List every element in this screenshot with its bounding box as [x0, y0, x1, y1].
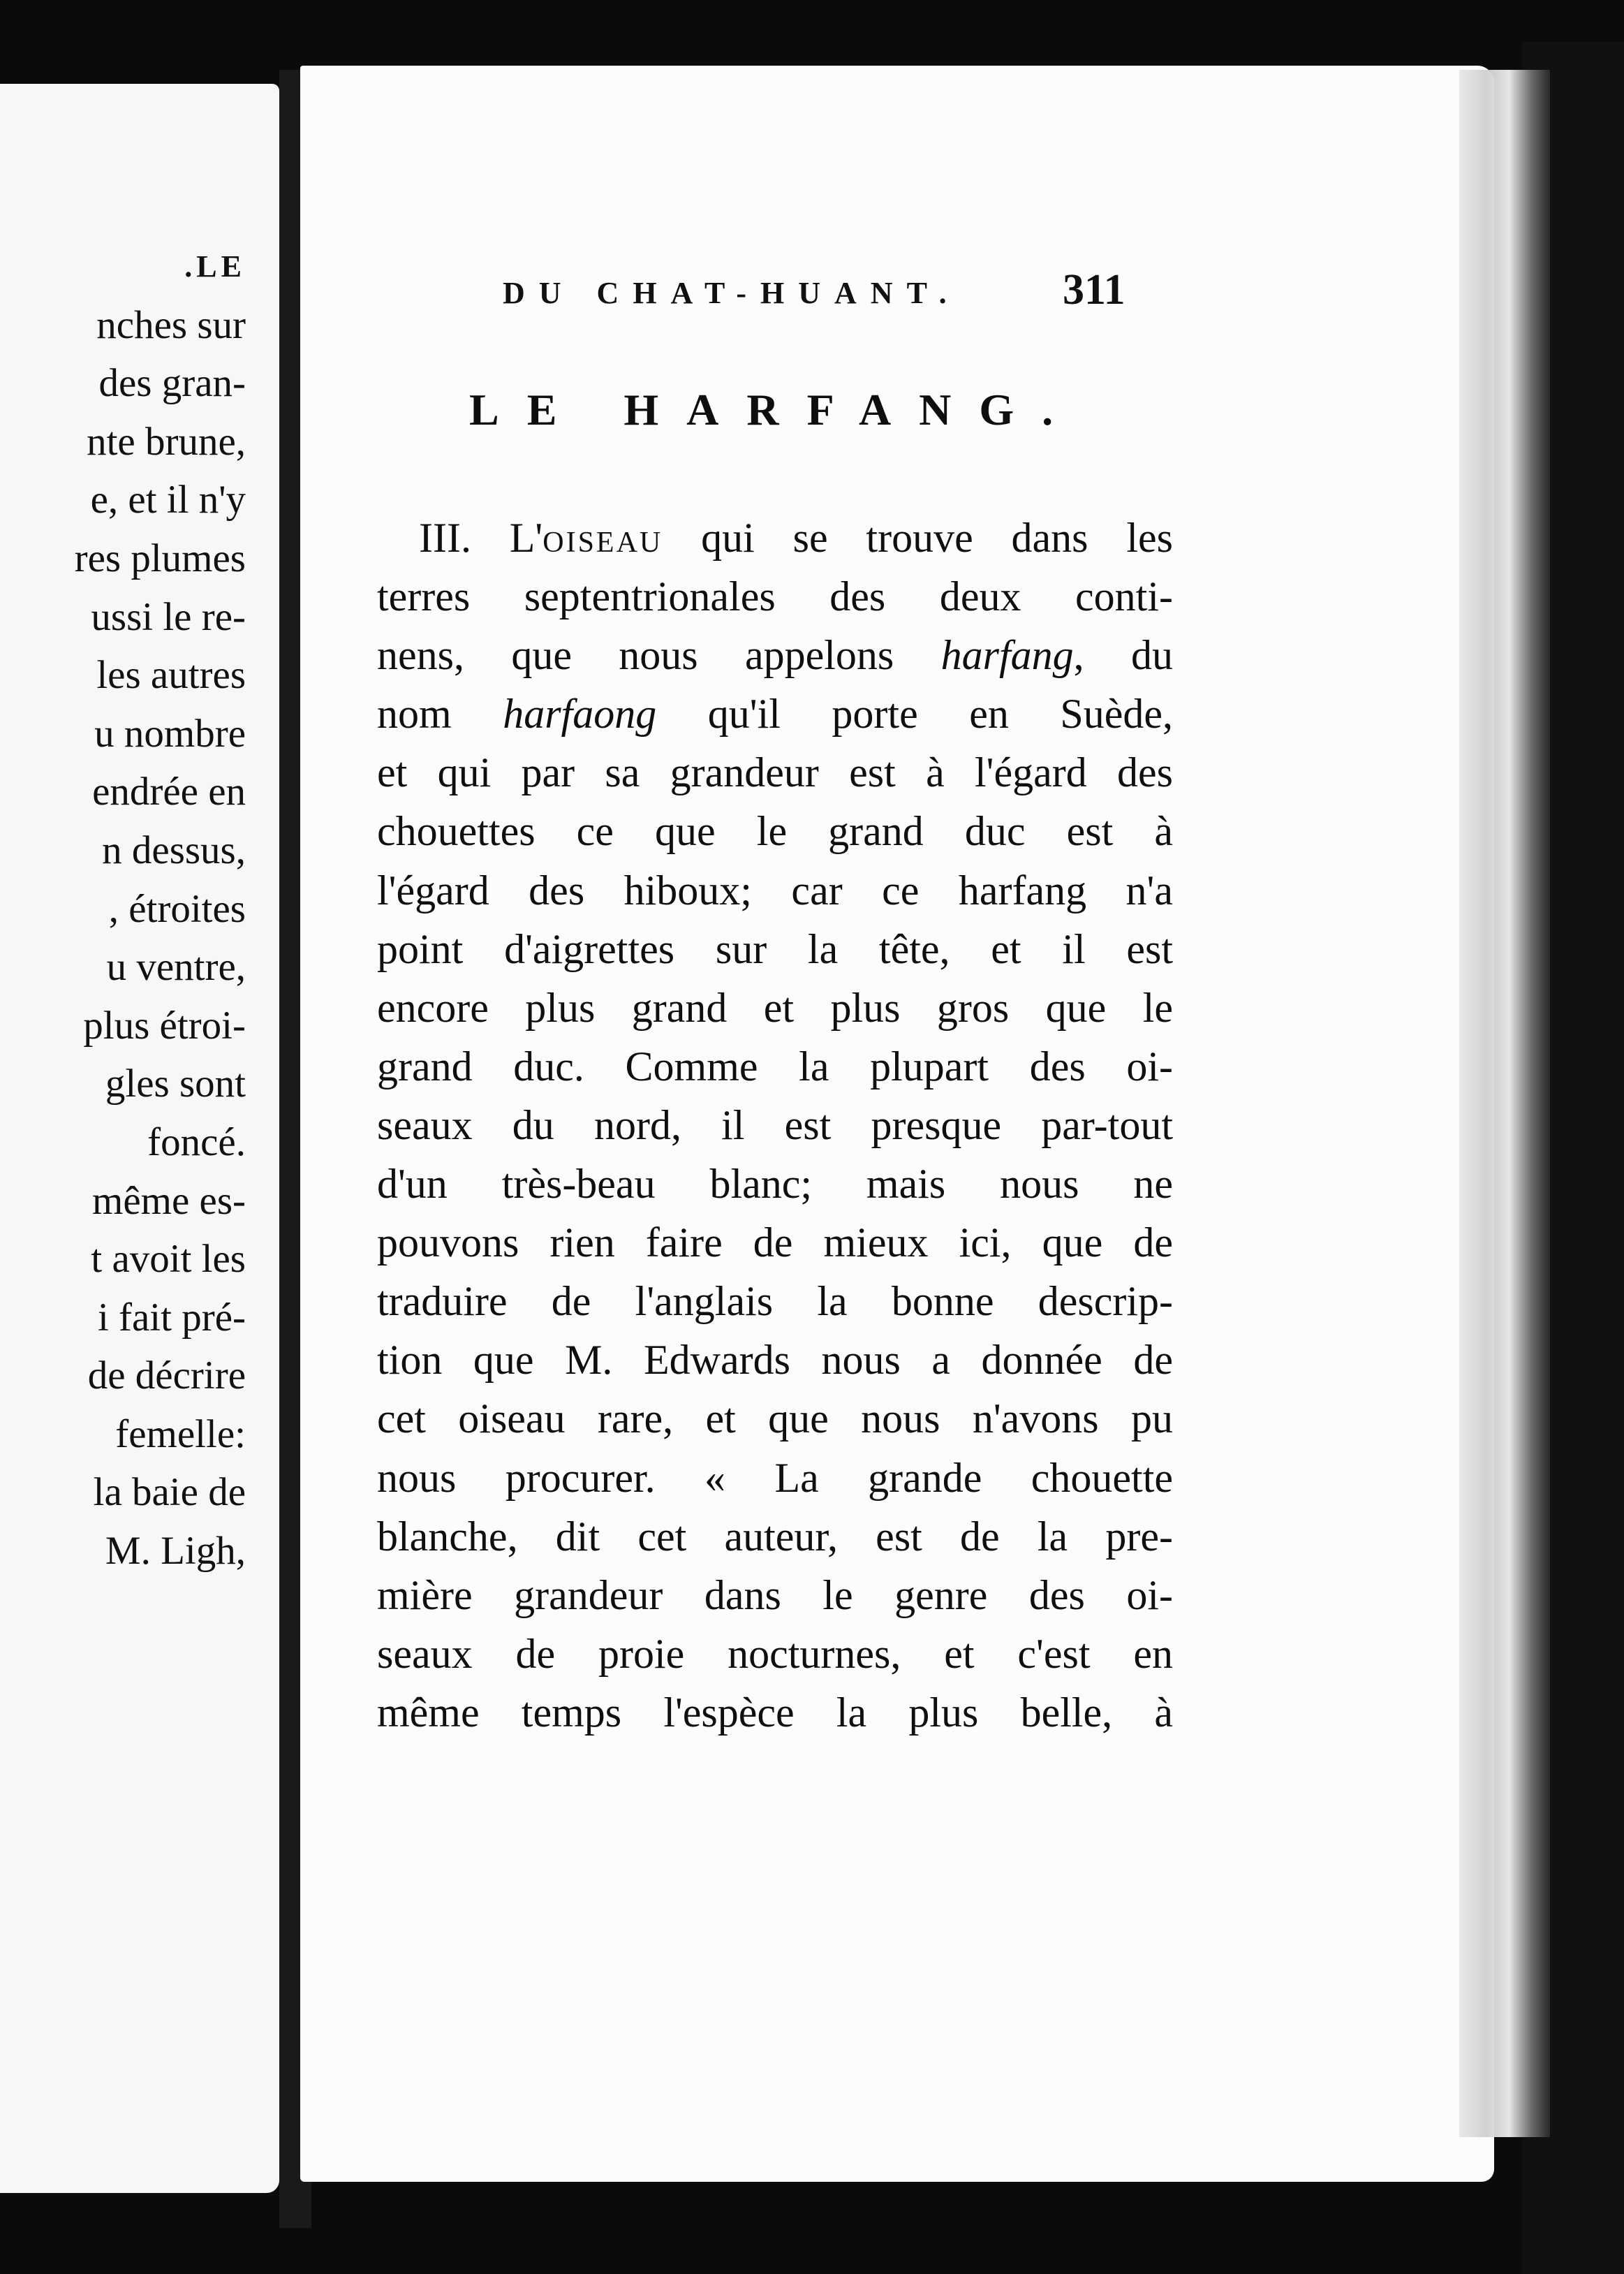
text-line: cet oiseau rare, et que nous n'avons pu — [377, 1395, 1173, 1442]
left-page-line: des gran- — [98, 361, 246, 406]
left-page-line: t avoit les — [91, 1237, 246, 1282]
left-page — [0, 84, 279, 2193]
left-page-line: M. Ligh, — [105, 1529, 246, 1574]
left-page-line: foncé. — [147, 1120, 246, 1164]
text-line: et qui par sa grandeur est à l'égard des — [377, 749, 1173, 796]
left-page-header: .LE — [184, 249, 246, 284]
text-line: même temps l'espèce la plus belle, à — [377, 1689, 1173, 1736]
section-title: LE HARFANG. — [469, 385, 1082, 434]
text-line: seaux du nord, il est presque par-tout — [377, 1101, 1173, 1148]
left-page-line: u nombre — [94, 711, 246, 756]
text-line: point d'aigrettes sur la tête, et il est — [377, 925, 1173, 972]
left-page-line: e, et il n'y — [90, 478, 246, 522]
text-line: nens, que nous appelons harfang, du — [377, 632, 1173, 679]
text-line: pouvons rien faire de mieux ici, que de — [377, 1219, 1173, 1266]
text-line: nous procurer. « La grande chouette — [377, 1454, 1173, 1501]
left-page-text — [0, 249, 279, 1580]
text-line: mière grandeur dans le genre des oi- — [377, 1571, 1173, 1618]
left-page-line: ussi le re- — [91, 594, 246, 639]
running-title: DU CHAT-HUANT. — [503, 276, 961, 310]
text-line: tion que M. Edwards nous a donnée de — [377, 1337, 1173, 1384]
left-page-line: de décrire — [87, 1354, 246, 1398]
left-page-line: même es- — [92, 1178, 246, 1223]
text-line: III. L'oiseau qui se trouve dans les — [419, 515, 1174, 561]
left-page-line: n dessus, — [102, 828, 246, 872]
left-page-line: plus étroi- — [83, 1003, 246, 1048]
left-page-line: nches sur — [96, 302, 246, 347]
text-line: seaux de proie nocturnes, et c'est en — [377, 1630, 1173, 1677]
text-line: encore plus grand et plus gros que le — [377, 984, 1173, 1031]
text-line: chouettes ce que le grand duc est à — [377, 808, 1173, 855]
text-line: grand duc. Comme la plupart des oi- — [377, 1043, 1173, 1090]
text-line: terres septentrionales des deux conti- — [377, 573, 1173, 620]
text-line: d'un très-beau blanc; mais nous ne — [377, 1161, 1173, 1208]
page-number: 311 — [1063, 266, 1125, 314]
text-line: nom harfaong qu'il porte en Suède, — [377, 691, 1174, 738]
page-header — [503, 265, 1201, 321]
left-page-line: gles sont — [105, 1062, 246, 1106]
left-page-line: femelle: — [115, 1411, 246, 1456]
left-page-line: endrée en — [92, 770, 246, 814]
body-text — [377, 508, 1173, 1742]
left-page-line: les autres — [96, 653, 246, 698]
text-line: blanche, dit cet auteur, est de la pre- — [377, 1513, 1173, 1560]
left-page-line: la baie de — [93, 1470, 246, 1515]
text-line: l'égard des hiboux; car ce harfang n'a — [377, 867, 1173, 914]
left-page-line: , étroites — [108, 886, 246, 931]
text-line: traduire de l'anglais la bonne descrip- — [377, 1278, 1173, 1325]
page-edge — [1459, 70, 1550, 2137]
left-page-line: res plumes — [74, 536, 246, 580]
left-page-line: nte brune, — [87, 419, 246, 464]
left-page-line: i fait pré- — [97, 1295, 246, 1340]
left-page-line: u ventre, — [106, 945, 246, 990]
